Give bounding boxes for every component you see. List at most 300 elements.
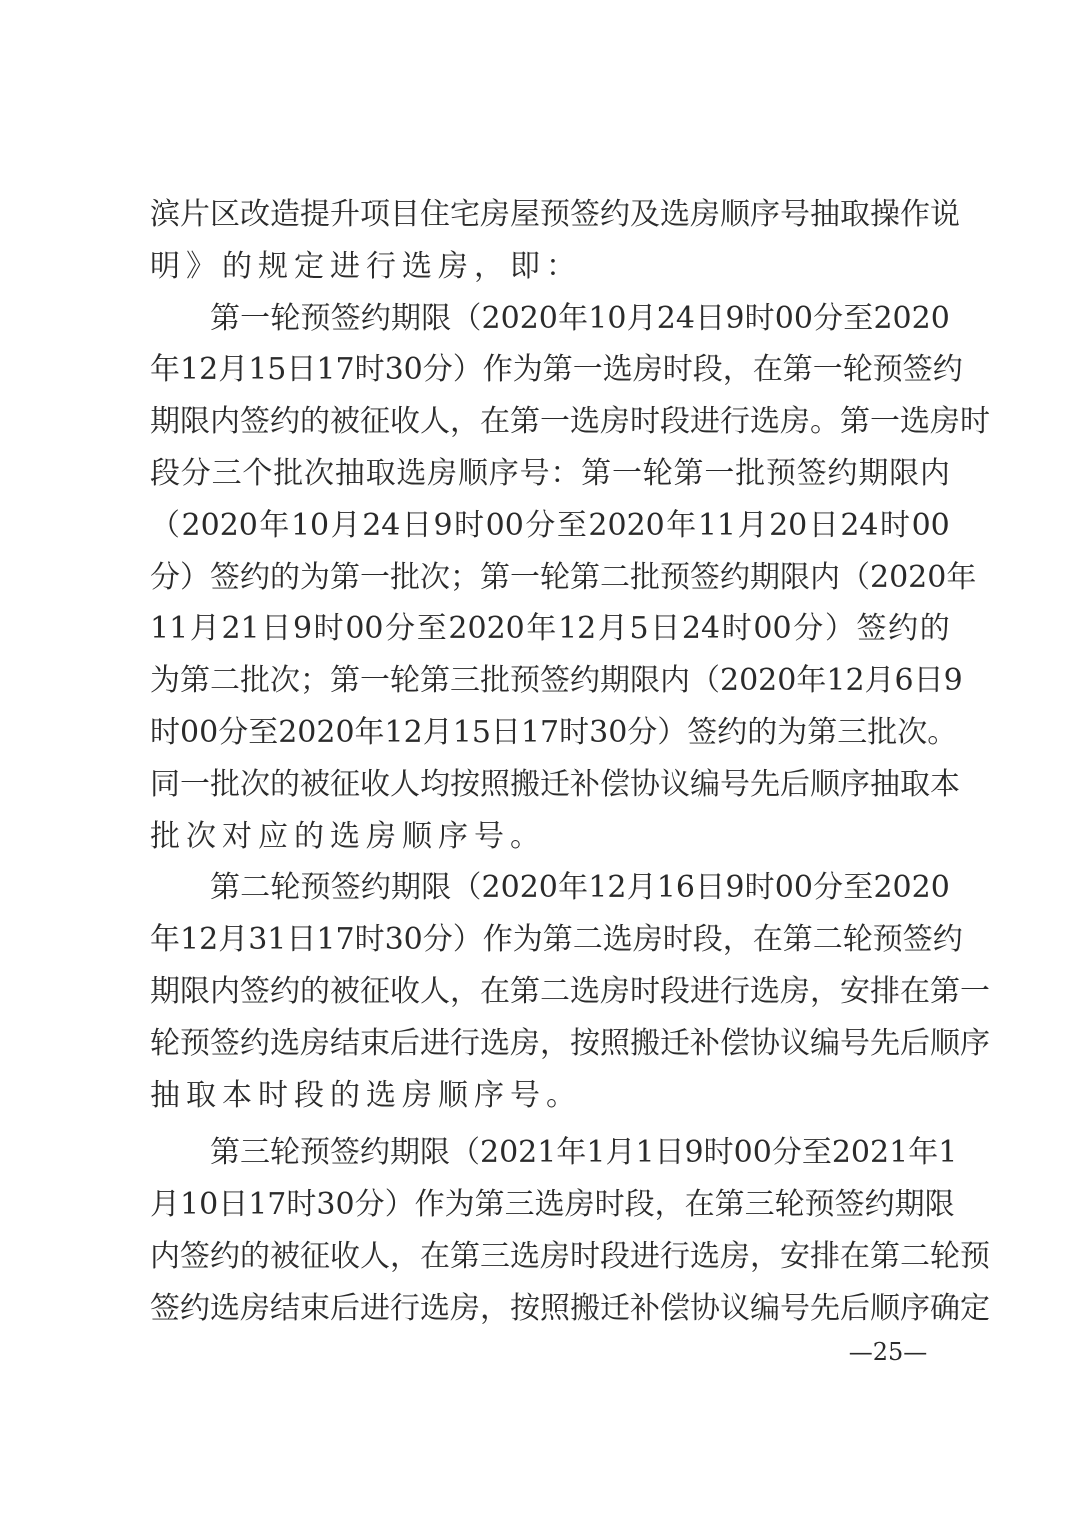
text-line xyxy=(150,448,950,500)
glyph: 1 xyxy=(938,1135,958,1171)
glyph: 编 xyxy=(810,1025,840,1061)
glyph: 时 xyxy=(313,611,344,647)
glyph: 轮 xyxy=(390,663,420,699)
glyph: 第 xyxy=(210,1135,240,1171)
glyph: 日 xyxy=(654,1135,685,1171)
glyph: 编 xyxy=(690,766,720,802)
glyph: ） xyxy=(452,352,483,388)
glyph: 日 xyxy=(913,663,944,699)
glyph: 分 xyxy=(813,870,844,906)
glyph: 年 xyxy=(526,611,557,647)
glyph: 宅 xyxy=(450,197,480,232)
glyph: 预 xyxy=(660,559,690,595)
glyph: 第 xyxy=(480,559,510,595)
glyph: 约 xyxy=(717,714,748,750)
glyph: 造 xyxy=(270,197,300,232)
glyph: 次 xyxy=(270,663,300,699)
glyph: 分 xyxy=(813,300,844,336)
glyph: 时 xyxy=(703,1135,734,1171)
glyph: 一 xyxy=(360,663,390,699)
glyph: 1 xyxy=(586,1135,606,1171)
glyph: 一 xyxy=(180,766,210,802)
glyph: 第 xyxy=(782,352,813,388)
glyph: 的 xyxy=(747,714,778,750)
glyph: 批 xyxy=(630,559,660,595)
glyph: 房 xyxy=(600,973,630,1009)
glyph: 00 xyxy=(774,870,813,906)
glyph: 为 xyxy=(512,922,543,958)
glyph: 1 xyxy=(635,1135,655,1171)
glyph: 行 xyxy=(660,1238,690,1274)
glyph: ， xyxy=(722,922,753,958)
glyph: 为 xyxy=(150,663,180,699)
glyph: 房 xyxy=(600,404,630,440)
glyph: 房 xyxy=(427,455,458,491)
glyph: 住 xyxy=(420,197,450,232)
glyph: 签 xyxy=(240,973,270,1009)
glyph: 10 xyxy=(290,507,330,543)
glyph: 内 xyxy=(210,404,240,440)
paragraph-first-line xyxy=(150,1127,958,1179)
glyph: 征 xyxy=(360,973,390,1009)
glyph: 期 xyxy=(391,870,422,906)
glyph: 日 xyxy=(286,352,317,388)
glyph: 时 xyxy=(721,611,752,647)
glyph: 一 xyxy=(572,352,603,388)
glyph: 期 xyxy=(600,663,630,699)
line-text: 明》的规定进行选房，即： xyxy=(150,248,582,284)
glyph: 选 xyxy=(690,1238,720,1274)
glyph: 作 xyxy=(482,352,513,388)
glyph: 15 xyxy=(452,714,491,750)
glyph: 00 xyxy=(911,507,950,543)
glyph: 分 xyxy=(422,922,453,958)
glyph: 号 xyxy=(780,197,810,232)
glyph: 操 xyxy=(870,197,900,232)
glyph: 年 xyxy=(150,352,180,388)
glyph: 号 xyxy=(720,766,750,802)
text-line xyxy=(150,500,950,552)
glyph: 约 xyxy=(210,1238,240,1274)
glyph: 内 xyxy=(919,455,950,491)
glyph: 月 xyxy=(189,611,220,647)
glyph: 第 xyxy=(570,559,600,595)
glyph: 选 xyxy=(480,1025,510,1061)
glyph: 协 xyxy=(630,766,660,802)
glyph: 2020 xyxy=(588,507,665,543)
glyph: 限 xyxy=(780,559,810,595)
glyph: （ xyxy=(451,300,482,336)
glyph: 为 xyxy=(444,1187,475,1223)
text-line xyxy=(150,552,977,604)
glyph: 作 xyxy=(482,922,513,958)
glyph: 次 xyxy=(240,766,270,802)
glyph: 内 xyxy=(810,559,840,595)
glyph: 迁 xyxy=(600,1290,630,1326)
text-line xyxy=(150,707,958,759)
glyph: 日 xyxy=(808,507,839,543)
body-text xyxy=(150,189,990,1335)
glyph: 序 xyxy=(900,1290,930,1326)
glyph: 日 xyxy=(401,507,432,543)
glyph: 第 xyxy=(714,1187,745,1223)
text-line xyxy=(150,914,963,966)
glyph: 本 xyxy=(930,766,960,802)
glyph: 约 xyxy=(932,922,963,958)
glyph: 选 xyxy=(534,1187,565,1223)
glyph: 分 xyxy=(793,611,824,647)
glyph: 在 xyxy=(480,404,510,440)
glyph: 12 xyxy=(180,352,219,388)
glyph: 照 xyxy=(480,766,510,802)
glyph: （ xyxy=(150,507,180,543)
glyph: 人 xyxy=(390,766,420,802)
glyph: 9 xyxy=(433,507,453,543)
glyph: 21 xyxy=(221,611,260,647)
glyph: 签 xyxy=(902,922,933,958)
glyph: 改 xyxy=(240,197,270,232)
glyph: 的 xyxy=(919,611,950,647)
glyph: 批 xyxy=(480,663,510,699)
glyph: 安 xyxy=(780,1238,810,1274)
glyph: 签 xyxy=(856,611,887,647)
glyph: 分 xyxy=(422,352,453,388)
glyph: 批 xyxy=(735,455,766,491)
glyph: 第 xyxy=(930,973,960,1009)
glyph: 束 xyxy=(300,1290,330,1326)
glyph: 房 xyxy=(690,197,720,232)
glyph: 说 xyxy=(930,197,960,232)
glyph: 收 xyxy=(390,973,420,1009)
glyph: 二 xyxy=(812,922,843,958)
glyph: 征 xyxy=(330,766,360,802)
glyph: 批 xyxy=(867,714,898,750)
glyph: 目 xyxy=(390,197,420,232)
glyph: 排 xyxy=(810,1238,840,1274)
line-text: 批次对应的选房顺序号。 xyxy=(150,818,546,854)
glyph: 束 xyxy=(360,1025,390,1061)
glyph: 至 xyxy=(248,714,279,750)
glyph: 预 xyxy=(300,870,331,906)
glyph: 一 xyxy=(540,404,570,440)
glyph: ） xyxy=(824,611,855,647)
glyph: 批 xyxy=(390,559,420,595)
glyph: 搬 xyxy=(630,1025,660,1061)
glyph: 进 xyxy=(690,973,720,1009)
glyph: 先 xyxy=(870,1025,900,1061)
glyph: 约 xyxy=(360,300,391,336)
glyph: 月 xyxy=(737,507,768,543)
glyph: 2020 xyxy=(278,714,355,750)
glyph: 选 xyxy=(750,973,780,1009)
glyph: 段 xyxy=(660,404,690,440)
glyph: 滨 xyxy=(150,197,180,232)
glyph: 时 xyxy=(570,1238,600,1274)
glyph: 搬 xyxy=(510,766,540,802)
glyph: 年 xyxy=(946,559,977,595)
glyph: 限 xyxy=(630,663,660,699)
glyph: 日 xyxy=(490,714,521,750)
glyph: 期 xyxy=(391,300,422,336)
glyph: 31 xyxy=(248,922,287,958)
glyph: 分 xyxy=(385,611,416,647)
glyph: 分 xyxy=(525,507,556,543)
glyph: 2020 xyxy=(870,559,947,595)
glyph: 选 xyxy=(750,404,780,440)
glyph: 时 xyxy=(662,922,693,958)
glyph: ） xyxy=(452,922,483,958)
glyph: 房 xyxy=(930,404,960,440)
glyph: 批 xyxy=(273,455,304,491)
glyph: 时 xyxy=(559,714,590,750)
glyph: 第 xyxy=(450,1238,480,1274)
glyph: 补 xyxy=(570,766,600,802)
glyph: 30 xyxy=(384,922,423,958)
glyph: 月 xyxy=(597,611,628,647)
glyph: 24 xyxy=(362,507,401,543)
glyph: 房 xyxy=(632,352,663,388)
glyph: 被 xyxy=(330,404,360,440)
glyph: 段 xyxy=(692,352,723,388)
glyph: 同 xyxy=(150,766,180,802)
glyph: 2020 xyxy=(481,870,558,906)
glyph: 期 xyxy=(150,973,180,1009)
glyph: ， xyxy=(540,1025,570,1061)
glyph: 年 xyxy=(558,870,589,906)
glyph: 年 xyxy=(908,1135,939,1171)
glyph: 抽 xyxy=(334,455,365,491)
glyph: 9 xyxy=(725,870,745,906)
glyph: 取 xyxy=(365,455,396,491)
glyph: 签 xyxy=(540,663,570,699)
glyph: 按 xyxy=(510,1290,540,1326)
glyph: 行 xyxy=(390,1290,420,1326)
glyph: 段 xyxy=(660,973,690,1009)
glyph: ； xyxy=(450,559,480,595)
glyph: 约 xyxy=(864,1187,895,1223)
glyph: 第 xyxy=(782,922,813,958)
glyph: 片 xyxy=(180,197,210,232)
glyph: 段 xyxy=(624,1187,655,1223)
glyph: 轮 xyxy=(540,559,570,595)
glyph: 20 xyxy=(769,507,808,543)
glyph: 17 xyxy=(316,922,355,958)
glyph: 第 xyxy=(330,559,360,595)
glyph: 偿 xyxy=(660,1290,690,1326)
glyph: 12 xyxy=(826,663,865,699)
glyph: 签 xyxy=(330,1135,360,1171)
glyph: 分 xyxy=(180,455,211,491)
glyph: 进 xyxy=(630,1238,660,1274)
glyph: 屋 xyxy=(510,197,540,232)
glyph: 期 xyxy=(750,559,780,595)
glyph: 选 xyxy=(210,1290,240,1326)
glyph: 期 xyxy=(894,1187,925,1223)
glyph: 房 xyxy=(450,1290,480,1326)
glyph: 日 xyxy=(261,611,292,647)
glyph: 日 xyxy=(695,300,726,336)
glyph: 00 xyxy=(180,714,219,750)
glyph: 的 xyxy=(270,766,300,802)
glyph: 分 xyxy=(150,559,180,595)
glyph: 月 xyxy=(150,1187,180,1223)
glyph: 轮 xyxy=(270,300,301,336)
glyph: 时 xyxy=(150,714,180,750)
text-line xyxy=(150,396,990,448)
glyph: 9 xyxy=(943,663,963,699)
text-line xyxy=(150,966,990,1018)
glyph: 一 xyxy=(870,404,900,440)
glyph: 30 xyxy=(316,1187,355,1223)
glyph: 至 xyxy=(843,870,874,906)
glyph: 迁 xyxy=(660,1025,690,1061)
glyph: 人 xyxy=(420,404,450,440)
glyph: 收 xyxy=(330,1238,360,1274)
text-line xyxy=(150,655,963,707)
glyph: 房 xyxy=(780,973,810,1009)
glyph: 至 xyxy=(556,507,587,543)
text-line xyxy=(150,603,950,655)
glyph: 为 xyxy=(300,559,330,595)
glyph: 第 xyxy=(581,455,612,491)
glyph: 预 xyxy=(300,300,331,336)
glyph: 内 xyxy=(210,973,240,1009)
glyph: 三 xyxy=(837,714,868,750)
glyph: 限 xyxy=(180,404,210,440)
glyph: 签 xyxy=(240,404,270,440)
glyph: ） xyxy=(657,714,688,750)
glyph: 结 xyxy=(270,1290,300,1326)
glyph: 先 xyxy=(750,766,780,802)
glyph: 约 xyxy=(180,1290,210,1326)
glyph: 次 xyxy=(303,455,334,491)
glyph: 年 xyxy=(666,507,697,543)
glyph: 日 xyxy=(218,1187,249,1223)
glyph: 房 xyxy=(480,197,510,232)
glyph: 00 xyxy=(733,1135,772,1171)
glyph: 内 xyxy=(150,1238,180,1274)
glyph: 行 xyxy=(450,1025,480,1061)
glyph: 先 xyxy=(810,1290,840,1326)
glyph: 在 xyxy=(900,973,930,1009)
glyph: 人 xyxy=(420,973,450,1009)
glyph: 房 xyxy=(780,404,810,440)
glyph: 年 xyxy=(259,507,290,543)
glyph: 结 xyxy=(330,1025,360,1061)
glyph: 年 xyxy=(354,714,385,750)
glyph: 段 xyxy=(692,922,723,958)
glyph: 第 xyxy=(210,870,240,906)
glyph: 分 xyxy=(218,714,249,750)
glyph: 在 xyxy=(480,973,510,1009)
glyph: 升 xyxy=(330,197,360,232)
glyph: 第 xyxy=(870,1238,900,1274)
glyph: 选 xyxy=(602,352,633,388)
glyph: 签 xyxy=(902,352,933,388)
glyph: 时 xyxy=(960,404,990,440)
glyph: 00 xyxy=(753,611,792,647)
glyph: 作 xyxy=(414,1187,445,1223)
glyph: 10 xyxy=(180,1187,219,1223)
glyph: 分 xyxy=(771,1135,802,1171)
glyph: 排 xyxy=(870,973,900,1009)
glyph: 的 xyxy=(240,1238,270,1274)
glyph: 期 xyxy=(150,404,180,440)
glyph: 议 xyxy=(660,766,690,802)
glyph: 年 xyxy=(150,922,180,958)
glyph: 年 xyxy=(796,663,827,699)
glyph: 一 xyxy=(510,559,540,595)
glyph: 选 xyxy=(602,922,633,958)
glyph: 三 xyxy=(744,1187,775,1223)
glyph: 预 xyxy=(300,1135,330,1171)
glyph: 约 xyxy=(270,404,300,440)
glyph: 选 xyxy=(510,1238,540,1274)
glyph: 序 xyxy=(840,766,870,802)
glyph: 编 xyxy=(750,1290,780,1326)
glyph: 轮 xyxy=(270,870,301,906)
glyph: 一 xyxy=(960,973,990,1009)
glyph: 一 xyxy=(240,300,271,336)
glyph: 后 xyxy=(390,1025,420,1061)
glyph: 第 xyxy=(420,663,450,699)
glyph: 。 xyxy=(810,404,840,440)
glyph: 约 xyxy=(240,1025,270,1061)
glyph: 抽 xyxy=(870,766,900,802)
glyph: 日 xyxy=(695,870,726,906)
glyph: 序 xyxy=(750,197,780,232)
glyph: 约 xyxy=(932,352,963,388)
glyph: （ xyxy=(690,663,720,699)
glyph: 时 xyxy=(662,352,693,388)
glyph: 00 xyxy=(485,507,524,543)
glyph: 被 xyxy=(330,973,360,1009)
glyph: 时 xyxy=(630,404,660,440)
glyph: ； xyxy=(300,663,330,699)
glyph: 第 xyxy=(542,922,573,958)
glyph: 次 xyxy=(420,559,450,595)
glyph: 序 xyxy=(960,1025,990,1061)
glyph: ） xyxy=(180,559,210,595)
glyph: 征 xyxy=(300,1238,330,1274)
glyph: 区 xyxy=(210,197,240,232)
glyph: 约 xyxy=(720,559,750,595)
glyph: 2020 xyxy=(448,611,525,647)
glyph: 顺 xyxy=(457,455,488,491)
glyph: 征 xyxy=(360,404,390,440)
glyph: 二 xyxy=(900,1238,930,1274)
glyph: 后 xyxy=(840,1290,870,1326)
glyph: 限 xyxy=(889,455,920,491)
glyph: 第 xyxy=(474,1187,505,1223)
glyph: 11 xyxy=(697,507,736,543)
glyph: 补 xyxy=(630,1290,660,1326)
glyph: 时 xyxy=(744,300,775,336)
glyph: 二 xyxy=(572,922,603,958)
glyph: 顺 xyxy=(870,1290,900,1326)
glyph: ： xyxy=(550,455,581,491)
glyph: 第 xyxy=(673,455,704,491)
glyph: 选 xyxy=(420,1290,450,1326)
glyph: 月 xyxy=(864,663,895,699)
glyph: 被 xyxy=(270,1238,300,1274)
glyph: 第 xyxy=(807,714,838,750)
glyph: 选 xyxy=(396,455,427,491)
glyph: 二 xyxy=(600,559,630,595)
glyph: ， xyxy=(390,1238,420,1274)
glyph: 日 xyxy=(286,922,317,958)
glyph: 序 xyxy=(488,455,519,491)
